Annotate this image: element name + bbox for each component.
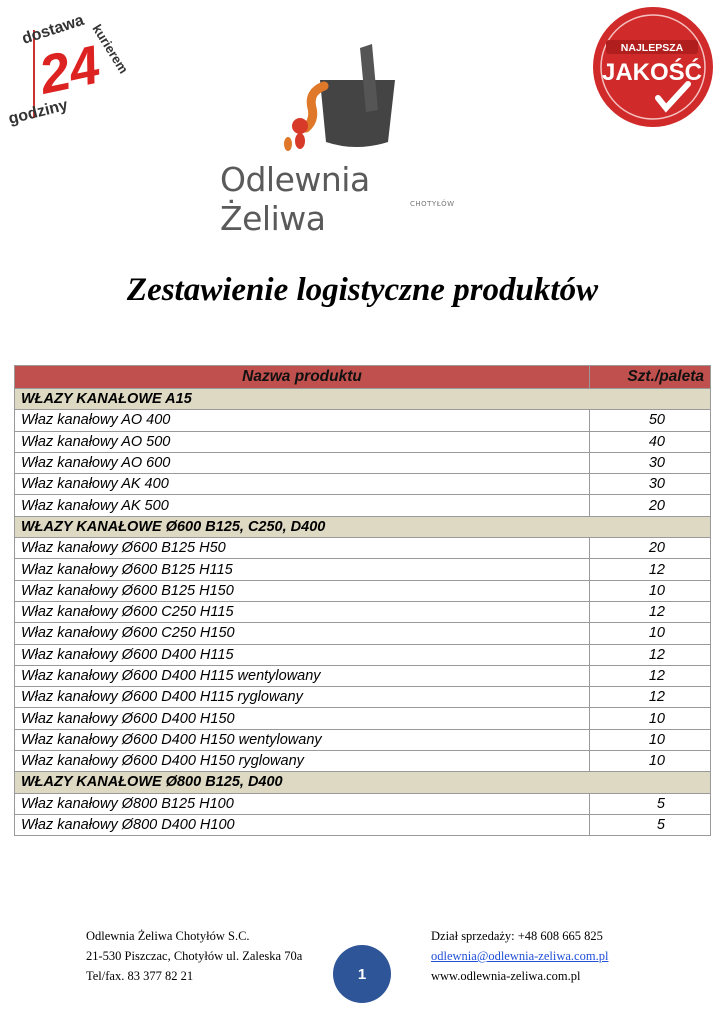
table-row: [15, 452, 711, 473]
qty-cell: 12: [590, 687, 711, 708]
footer-sales: Dział sprzedaży: +48 608 665 825: [431, 929, 603, 943]
product-name-cell: Właz kanałowy AO 400: [15, 410, 590, 431]
footer-email-link[interactable]: odlewnia@odlewnia-zeliwa.com.pl: [431, 949, 609, 963]
qty-cell: 20: [590, 495, 711, 516]
page-number-badge: 1: [333, 945, 391, 1003]
page-title: Zestawienie logistyczne produktów: [126, 272, 599, 308]
product-name-cell: Właz kanałowy Ø600 D400 H115 wentylowany: [15, 665, 590, 686]
header-product-name: Nazwa produktu: [15, 366, 590, 389]
seal-line2: JAKOŚĆ: [601, 59, 703, 86]
table-row: [15, 431, 711, 452]
qty-cell: 50: [590, 410, 711, 431]
footer-website[interactable]: www.odlewnia-zeliwa.com.pl: [431, 969, 581, 983]
qty-cell: 12: [590, 559, 711, 580]
quality-seal: [588, 2, 718, 132]
product-name-cell: Właz kanałowy AO 500: [15, 431, 590, 452]
footer-company: Odlewnia Żeliwa Chotyłów S.C.: [86, 929, 250, 943]
qty-cell: 12: [590, 665, 711, 686]
table-body: [15, 389, 711, 836]
qty-cell: 10: [590, 751, 711, 772]
category-name: WŁAZY KANAŁOWE Ø800 B125, D400: [15, 772, 711, 793]
qty-cell: 5: [590, 814, 711, 835]
table-header-row: [15, 366, 711, 389]
footer-contact-info: [431, 926, 608, 986]
product-name-cell: Właz kanałowy Ø600 D400 H150 ryglowany: [15, 751, 590, 772]
qty-cell: 12: [590, 601, 711, 622]
table-row: [15, 751, 711, 772]
product-name-cell: Właz kanałowy AK 400: [15, 474, 590, 495]
product-name-cell: Właz kanałowy Ø600 B125 H50: [15, 538, 590, 559]
logo-name: Odlewnia Żeliwa: [220, 160, 370, 238]
category-name: WŁAZY KANAŁOWE Ø600 B125, C250, D400: [15, 516, 711, 537]
table-row: [15, 644, 711, 665]
product-table: [14, 365, 711, 836]
table-row: [15, 729, 711, 750]
table-row: [15, 559, 711, 580]
footer-address: 21-530 Piszczac, Chotyłów ul. Zaleska 70a: [86, 949, 303, 963]
product-name-cell: Właz kanałowy AO 600: [15, 452, 590, 473]
table-row: [15, 601, 711, 622]
table-row: [15, 410, 711, 431]
product-name-cell: Właz kanałowy AK 500: [15, 495, 590, 516]
qty-cell: 30: [590, 474, 711, 495]
footer-company-info: [86, 926, 302, 986]
qty-cell: 10: [590, 580, 711, 601]
badge-top-text: dostawa: [19, 11, 87, 48]
logo-subtitle: CHOTYŁÓW: [410, 200, 455, 208]
product-name-cell: Właz kanałowy Ø600 B125 H150: [15, 580, 590, 601]
product-name-cell: Właz kanałowy Ø600 D400 H150 wentylowany: [15, 729, 590, 750]
table-row: [15, 687, 711, 708]
table-row: [15, 793, 711, 814]
category-row: [15, 389, 711, 410]
table-row: [15, 580, 711, 601]
ladle-pour-icon: [220, 40, 480, 160]
table-row: [15, 814, 711, 835]
footer-phone: Tel/fax. 83 377 82 21: [86, 969, 194, 983]
qty-cell: 40: [590, 431, 711, 452]
qty-cell: 10: [590, 708, 711, 729]
product-name-cell: Właz kanałowy Ø600 C250 H150: [15, 623, 590, 644]
qty-cell: 12: [590, 644, 711, 665]
product-name-cell: Właz kanałowy Ø600 B125 H115: [15, 559, 590, 580]
qty-cell: 5: [590, 793, 711, 814]
category-row: [15, 516, 711, 537]
qty-cell: 20: [590, 538, 711, 559]
table-row: [15, 665, 711, 686]
badge-number: 24: [34, 34, 106, 106]
product-name-cell: Właz kanałowy Ø800 B125 H100: [15, 793, 590, 814]
table-row: [15, 708, 711, 729]
table-row: [15, 495, 711, 516]
product-name-cell: Właz kanałowy Ø600 D400 H115: [15, 644, 590, 665]
header-qty-per-pallet: Szt./paleta: [590, 366, 711, 389]
table-row: [15, 474, 711, 495]
badge-hours-text: godziny: [6, 96, 70, 128]
category-row: [15, 772, 711, 793]
table-row: [15, 623, 711, 644]
product-name-cell: Właz kanałowy Ø600 D400 H115 ryglowany: [15, 687, 590, 708]
badge-side-text: kurierem: [89, 21, 132, 77]
category-name: WŁAZY KANAŁOWE A15: [15, 389, 711, 410]
qty-cell: 10: [590, 623, 711, 644]
company-logo: [220, 40, 480, 238]
table-row: [15, 538, 711, 559]
seal-line1: NAJLEPSZA: [620, 42, 684, 54]
qty-cell: 10: [590, 729, 711, 750]
product-name-cell: Właz kanałowy Ø600 C250 H115: [15, 601, 590, 622]
product-name-cell: Właz kanałowy Ø600 D400 H150: [15, 708, 590, 729]
product-name-cell: Właz kanałowy Ø800 D400 H100: [15, 814, 590, 835]
qty-cell: 30: [590, 452, 711, 473]
delivery-24h-badge: [4, 6, 134, 136]
